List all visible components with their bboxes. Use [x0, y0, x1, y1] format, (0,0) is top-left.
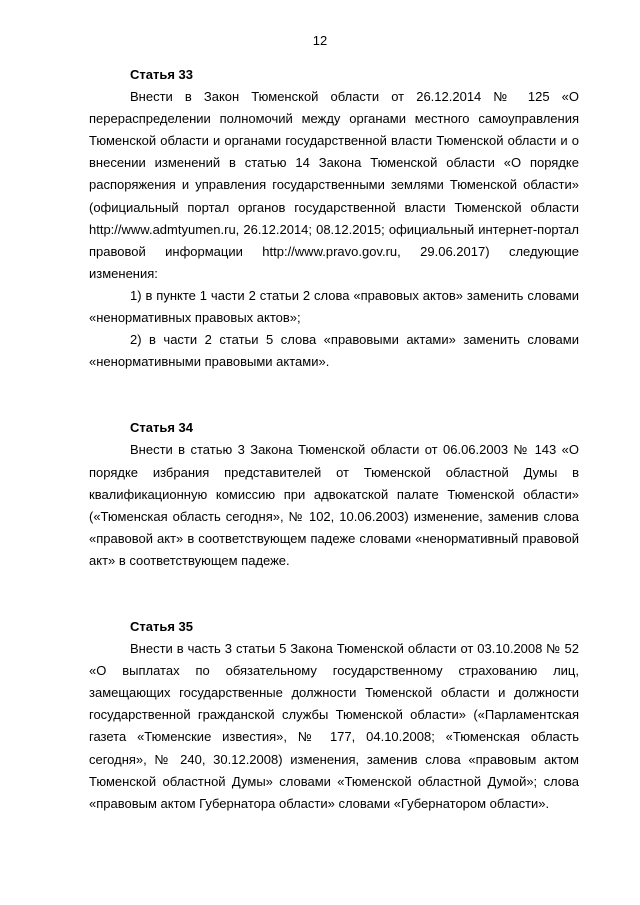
article-paragraph: 2) в части 2 статьи 5 слова «правовыми актами» заменить словами «ненормативными правовыми актами».: [89, 332, 579, 370]
article-heading: Статья 33: [130, 67, 194, 82]
article-34: [89, 417, 579, 572]
article-paragraph: Внести в часть 3 статьи 5 Закона Тюменской области от 03.10.2008 № 52 «О выплатах по обязательному государственному страхованию лиц, замещающих государственные должности Тюменской области и должности государственной гражданской службы Тюменской области» («Парламентская газета «Тюменские известия», № 177, 04.10.2008; «Тюменская область сегодня», № 240, 30.12.2008) изменения, заменив слова «правовым актом Тюменской областной Думы» словами «Тюменской областной Думой»; слова «правовым актом Губернатора области» словами «Губернатором области».: [89, 641, 579, 811]
page-number: 12: [312, 33, 328, 48]
document-body: [89, 64, 579, 815]
article-33: [89, 64, 579, 373]
article-paragraph: Внести в Закон Тюменской области от 26.12.2014 № 125 «О перераспределении полномочий между органами местного самоуправления Тюменской области и органами государственной власти Тюменской области и о внесении изменений в статью 14 Закона Тюменской области «О порядке распоряжения и управления государственными землями Тюменской области» (официальный портал органов государственной власти Тюменской области http://www.admtyumen.ru, 26.12.2014; 08.12.2015; официальный интернет-портал правовой информации http://www.pravo.gov.ru, 29.06.2017) следующие изменения:: [89, 89, 579, 281]
section-spacer: [89, 373, 579, 417]
article-heading: Статья 34: [130, 420, 194, 436]
article-paragraph: 1) в пункте 1 части 2 статьи 2 слова «правовых актов» заменить словами «ненормативных правовых актов»;: [89, 287, 579, 326]
article-35: [89, 616, 579, 815]
section-spacer: [89, 572, 579, 616]
article-paragraph: Внести в статью 3 Закона Тюменской области от 06.06.2003 № 143 «О порядке избрания представителей от Тюменской областной Думы в квалификационную комиссию при адвокатской палате Тюменской области» («Тюменская область сегодня», № 102, 10.06.2003) изменение, заменив слова «правовой акт» в соответствующем падеже словами «ненормативный правовой акт» в соответствующем падеже.: [89, 442, 579, 568]
article-heading: Статья 35: [130, 618, 194, 634]
